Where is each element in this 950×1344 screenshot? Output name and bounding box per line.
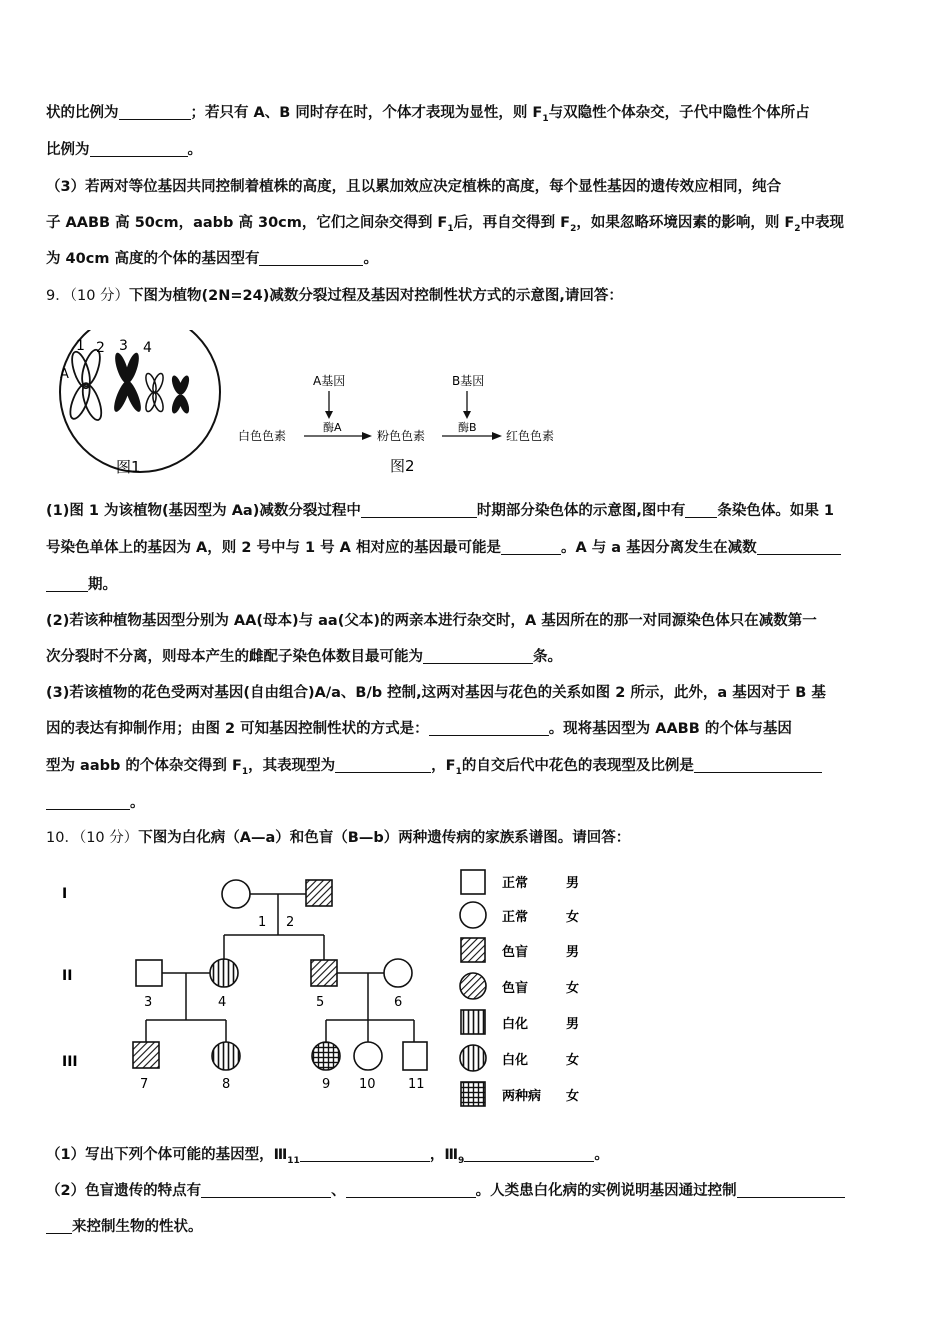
gene-b-label: B基因	[452, 374, 485, 388]
legend-colorblind-male-icon	[461, 938, 485, 962]
individual-11-normal-male	[403, 1042, 427, 1070]
id-5: 5	[316, 995, 325, 1010]
pink-pigment: 粉色色素	[377, 429, 426, 443]
legend-label: 白化	[502, 1017, 529, 1032]
figure-1	[46, 330, 246, 480]
answer-blank[interactable]	[361, 502, 477, 518]
arrow-right-icon	[492, 432, 502, 440]
chromatid-label-4: 4	[143, 340, 152, 356]
white-pigment: 白色色素	[238, 429, 287, 443]
legend-sex: 男	[566, 1017, 580, 1032]
answer-blank[interactable]	[46, 576, 88, 592]
legend-sex: 女	[566, 910, 580, 925]
answer-blank[interactable]	[259, 250, 363, 266]
q8-line-2: 比例为 。	[46, 142, 202, 158]
id-8: 8	[222, 1077, 231, 1092]
answer-blank[interactable]	[346, 1182, 476, 1198]
legend-label: 正常	[502, 876, 529, 891]
legend-sex: 男	[566, 876, 580, 891]
q9-part1-line3: 期。	[46, 574, 908, 596]
enzyme-a-label: 酶A	[323, 421, 342, 434]
q9-part1-line2: 号染色单体上的基因为 A，则 2 号中与 1 号 A 相对应的基因最可能是 。A 与 a 基因分离发生在减数	[46, 537, 908, 559]
red-pigment: 红色色素	[506, 429, 555, 443]
q10-title: 10．（10 分）下图为白化病（A—a）和色盲（B—b）两种遗传病的家族系谱图。请回答：	[46, 830, 631, 846]
id-4: 4	[218, 995, 227, 1010]
chromosome-small-hollow	[144, 372, 165, 413]
answer-blank[interactable]	[694, 757, 822, 773]
individual-3-normal-male	[136, 960, 162, 986]
individual-5-colorblind-male	[311, 960, 337, 986]
arrow-down-icon	[463, 411, 471, 419]
generation-label-2: II	[62, 968, 73, 984]
answer-blank[interactable]	[201, 1182, 331, 1198]
id-1: 1	[258, 915, 267, 930]
individual-1-normal-female	[222, 880, 250, 908]
answer-blank[interactable]	[300, 1146, 430, 1162]
answer-blank[interactable]	[464, 1146, 594, 1162]
q9-part3-line2: 因的表达有抑制作用；由图 2 可知基因控制性状的方式是： 。现将基因型为 AABB 的个体与基因	[46, 721, 792, 737]
id-3: 3	[144, 995, 153, 1010]
individual-8-albino-female	[212, 1042, 240, 1070]
gene-a-label: A基因	[313, 374, 346, 388]
q9-part2-line2: 次分裂时不分离，则母本产生的雌配子染色体数目最可能为 条。	[46, 649, 562, 665]
generation-label-1: I	[62, 886, 68, 902]
individual-10-normal-female	[354, 1042, 382, 1070]
individual-7-colorblind-male	[133, 1042, 159, 1068]
answer-blank[interactable]	[119, 104, 191, 120]
individual-2-colorblind-male	[306, 880, 332, 906]
pedigree-chart	[46, 860, 606, 1120]
chromatid-label-2: 2	[96, 340, 105, 356]
individual-6-normal-female	[384, 959, 412, 987]
legend-label: 色盲	[502, 981, 529, 996]
q9-part2-line1: (2)若该种植物基因型分别为 AA(母本)与 aa(父本)的两亲本进行杂交时，A 基因所在的那一对同源染色体只在减数第一	[46, 613, 817, 629]
chromosome-pair-1-2	[66, 348, 105, 422]
q8-line-3: （3）若两对等位基因共同控制着植株的高度，且以累加效应决定植株的高度，每个显性基因的遗传效应相同，纯合	[46, 179, 782, 195]
q9-part3-line4: 。	[46, 792, 908, 814]
legend-sex: 男	[566, 945, 580, 960]
enzyme-b-label: 酶B	[458, 421, 477, 434]
legend-sex: 女	[566, 981, 580, 996]
gene-label-a: A	[60, 367, 69, 382]
answer-blank[interactable]	[685, 502, 717, 518]
answer-blank[interactable]	[429, 720, 549, 736]
q9-part3-line1: (3)若该植物的花色受两对基因(自由组合)A/a、B/b 控制,这两对基因与花色的关系如图 2 所示，此外，a 基因对于 B 基	[46, 685, 826, 701]
answer-blank[interactable]	[46, 794, 130, 810]
answer-blank[interactable]	[423, 648, 533, 664]
generation-label-3: III	[62, 1054, 78, 1070]
q10-part1: （1）写出下列个体可能的基因型，$Ⅲ_{11}$ ，$Ⅲ_9$ 。	[46, 1147, 609, 1166]
q9-part3-line3: 型为 aabb 的个体杂交得到 $F_1$，其表现型为 ，$F_1$的自交后代中花色的表现型及比例是	[46, 755, 908, 783]
figure-2	[230, 365, 590, 480]
answer-blank[interactable]	[90, 141, 188, 157]
legend-label: 色盲	[502, 945, 529, 960]
legend-label: 正常	[502, 910, 529, 925]
answer-blank[interactable]	[757, 539, 841, 555]
chromatid-label-1: 1	[76, 338, 85, 354]
id-7: 7	[140, 1077, 149, 1092]
q9-title: 9．（10 分）下图为植物(2N=24)减数分裂过程及基因对控制性状方式的示意图,请回答：	[46, 288, 623, 304]
answer-blank[interactable]	[46, 1218, 72, 1234]
individual-4-albino-female	[210, 959, 238, 987]
q10-part2-line2: 来控制生物的性状。	[46, 1216, 908, 1238]
id-2: 2	[286, 915, 295, 930]
legend-colorblind-female-icon	[460, 973, 486, 999]
legend-sex: 女	[566, 1089, 580, 1104]
answer-blank[interactable]	[335, 757, 431, 773]
q10-part2-line1: （2）色盲遗传的特点有 、 。人类患白化病的实例说明基因通过控制	[46, 1180, 908, 1202]
figure-2-caption: 图2	[390, 457, 415, 475]
id-9: 9	[322, 1077, 331, 1092]
legend-both-diseases-icon	[461, 1082, 485, 1106]
legend-normal-female-icon	[460, 902, 486, 928]
chromosome-small-solid	[170, 374, 191, 415]
id-11: 11	[408, 1077, 425, 1092]
id-10: 10	[359, 1077, 376, 1092]
chromatid-label-3: 3	[119, 338, 128, 354]
chromosome-pair-3-4	[111, 351, 144, 413]
arrow-right-icon	[362, 432, 372, 440]
id-6: 6	[394, 995, 403, 1010]
arrow-down-icon	[325, 411, 333, 419]
q9-part1-line1: (1)图 1 为该植物(基因型为 Aa)减数分裂过程中 时期部分染色体的示意图,图中有 条染色体。如果 1	[46, 503, 834, 519]
legend-label: 白化	[502, 1053, 529, 1068]
figure-1-caption: 图1	[116, 458, 141, 476]
legend-albino-male-icon	[461, 1010, 485, 1034]
legend	[460, 870, 579, 1106]
legend-albino-female-icon	[460, 1045, 486, 1071]
answer-blank[interactable]	[501, 539, 561, 555]
q8-line-4: 子 AABB 高 50cm，aabb 高 30cm，它们之间杂交得到 $F_1$后，再自交得到 $F_2$，如果忽略环境因素的影响，则 $F_2$中表现	[46, 215, 845, 234]
individual-9-both-diseases-female	[312, 1042, 340, 1070]
answer-blank[interactable]	[737, 1182, 845, 1198]
legend-normal-male-icon	[461, 870, 485, 894]
q8-line-1: 状的比例为 ；若只有 A、B 同时存在时，个体才表现为显性，则 $F_1$与双隐性个体杂交，子代中隐性个体所占	[46, 105, 810, 124]
legend-label: 两种病	[502, 1089, 542, 1104]
legend-sex: 女	[566, 1053, 580, 1068]
q8-line-5: 为 40cm 高度的个体的基因型有 。	[46, 251, 378, 267]
